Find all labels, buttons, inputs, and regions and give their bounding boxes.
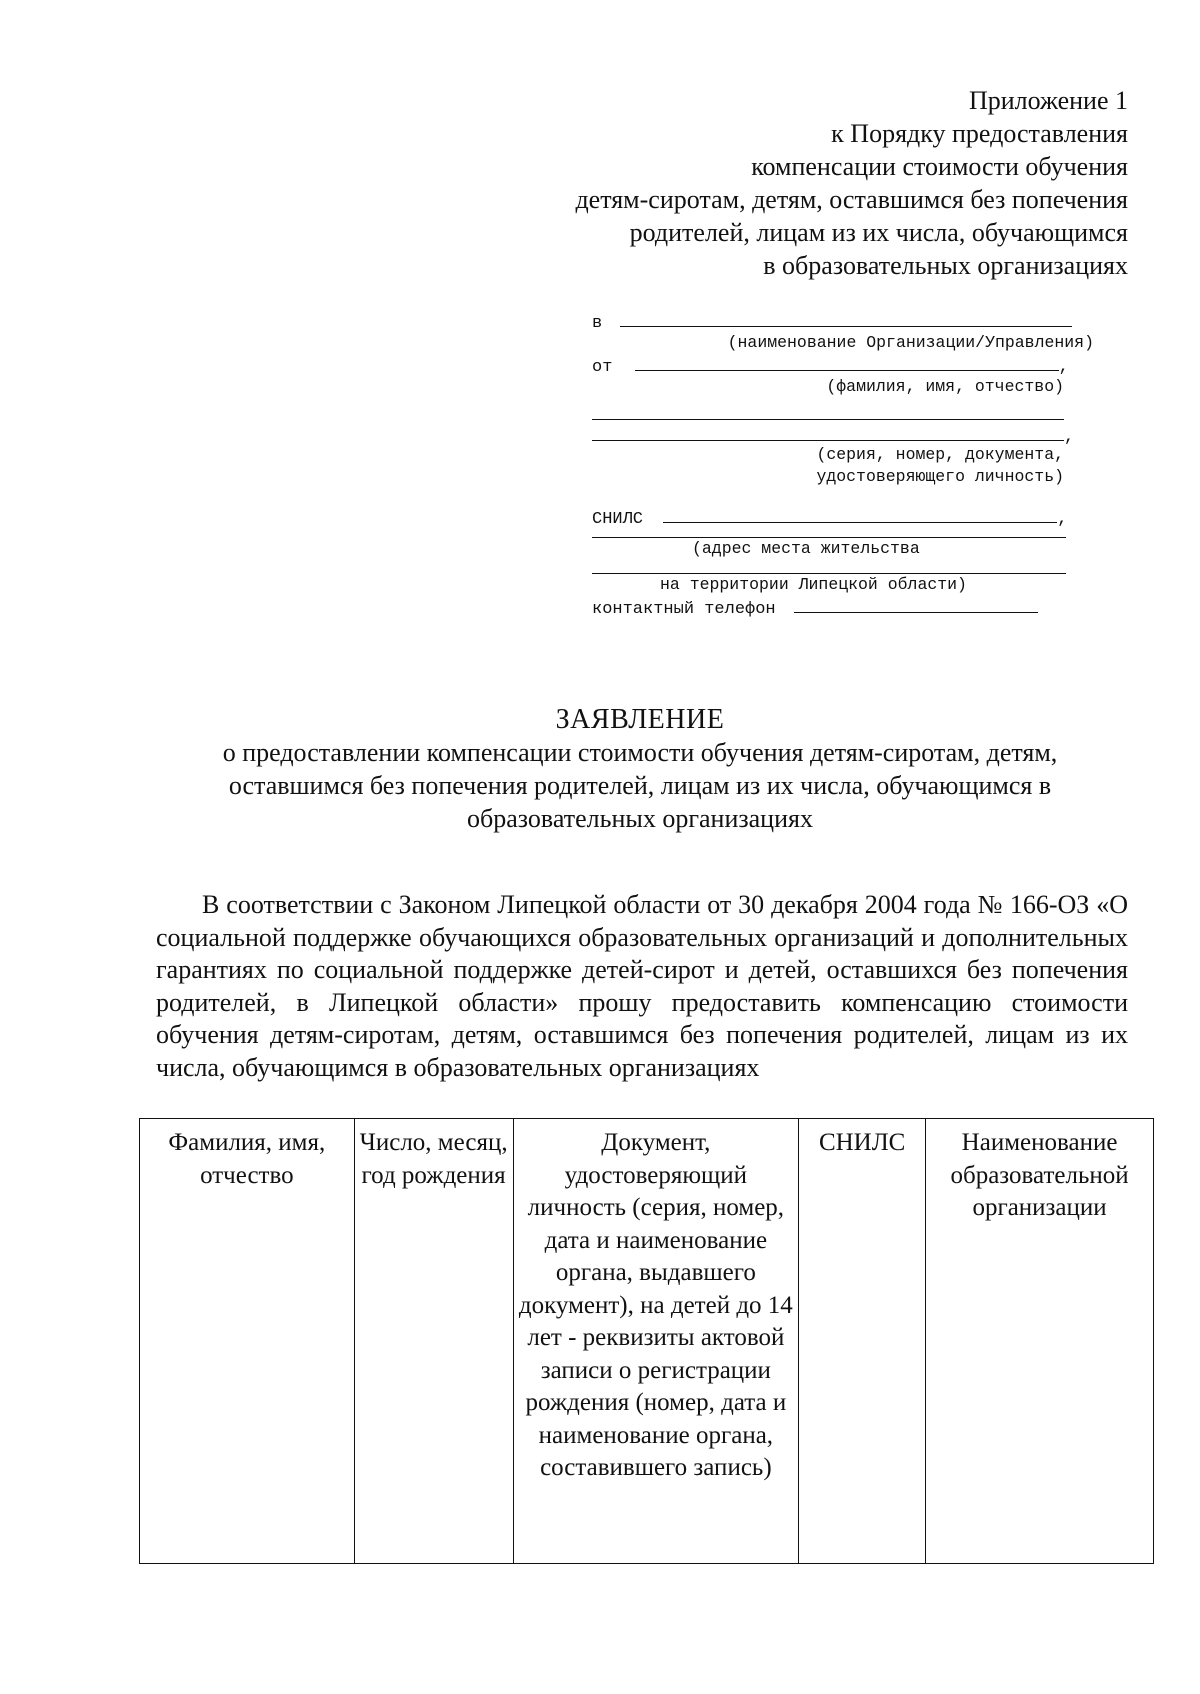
appendix-line: к Порядку предоставления bbox=[831, 119, 1128, 148]
to-label: в bbox=[592, 314, 603, 333]
header-identity-document: Документ, удостоверяющий личность (серия, номер, дата и наименование органа, выдавшего документ), на детей до 14 лет - реквизиты актовой записи о регистрации рождения (номер, дата и наименование органа, составившего запись) bbox=[513, 1119, 799, 1564]
phone-field[interactable] bbox=[794, 596, 1038, 613]
document-title bbox=[150, 703, 1130, 835]
appendix-line: Приложение 1 bbox=[968, 86, 1128, 115]
snils-label: СНИЛС bbox=[592, 510, 644, 529]
to-caption: (наименование Организации/Управления) bbox=[727, 333, 1094, 352]
table-header-row bbox=[140, 1119, 1154, 1564]
title-heading: ЗАЯВЛЕНИЕ bbox=[555, 704, 725, 735]
addressee-block bbox=[592, 310, 1094, 619]
appendix-header bbox=[480, 84, 1128, 282]
name-caption: (фамилия, имя, отчество) bbox=[826, 377, 1064, 396]
title-line: образовательных организациях bbox=[467, 804, 813, 833]
to-row bbox=[592, 310, 1072, 332]
to-field[interactable] bbox=[620, 310, 1072, 327]
appendix-line: родителей, лицам из их числа, обучающимся bbox=[629, 218, 1128, 247]
comma: , bbox=[1058, 358, 1069, 377]
applicant-table bbox=[139, 1118, 1154, 1564]
from-row bbox=[592, 354, 1072, 376]
document-caption: удостоверяющего личность) bbox=[816, 467, 1064, 486]
address-caption: на территории Липецкой области) bbox=[660, 575, 967, 594]
address-caption: (адрес места жительства bbox=[692, 539, 920, 558]
phone-row bbox=[592, 596, 1072, 618]
name-field[interactable] bbox=[635, 354, 1059, 371]
header-full-name: Фамилия, имя, отчество bbox=[140, 1119, 355, 1564]
title-line: оставшимся без попечения родителей, лицам из их числа, обучающимся в bbox=[228, 771, 1052, 800]
comma: , bbox=[1057, 510, 1068, 529]
document-row-2 bbox=[592, 420, 1075, 447]
paragraph-text: В соответствии с Законом Липецкой области от 30 декабря 2004 года № 166-ОЗ «О социальной поддержке обучающихся образовательных организаций и дополнительных гарантиях по социальной поддержке детей-сирот и детей, оставшихся без попечения родителей, в Липецкой области» прошу предоставить компенсацию стоимости обучения детям-сиротам, детям, оставшимся без попечения родителей, лицам из их числа, обучающимся в образовательных организациях bbox=[156, 890, 1128, 1082]
from-label: от bbox=[592, 358, 613, 377]
appendix-line: компенсации стоимости обучения bbox=[751, 152, 1128, 181]
snils-row bbox=[592, 506, 1072, 528]
comma: , bbox=[1064, 428, 1075, 447]
header-birth-date: Число, месяц, год рождения bbox=[354, 1119, 513, 1564]
application-paragraph bbox=[156, 889, 1128, 1084]
phone-label: контактный телефон bbox=[592, 600, 776, 619]
snils-field[interactable] bbox=[663, 506, 1057, 523]
document-field-2[interactable] bbox=[592, 420, 1064, 441]
header-organization: Наименование образовательной организации bbox=[926, 1119, 1154, 1564]
appendix-line: в образовательных организациях bbox=[763, 251, 1128, 280]
document-caption: (серия, номер, документа, bbox=[816, 445, 1064, 464]
header-snils: СНИЛС bbox=[799, 1119, 926, 1564]
appendix-line: детям-сиротам, детям, оставшимся без попечения bbox=[575, 185, 1128, 214]
title-line: о предоставлении компенсации стоимости обучения детям-сиротам, детям, bbox=[222, 738, 1058, 767]
